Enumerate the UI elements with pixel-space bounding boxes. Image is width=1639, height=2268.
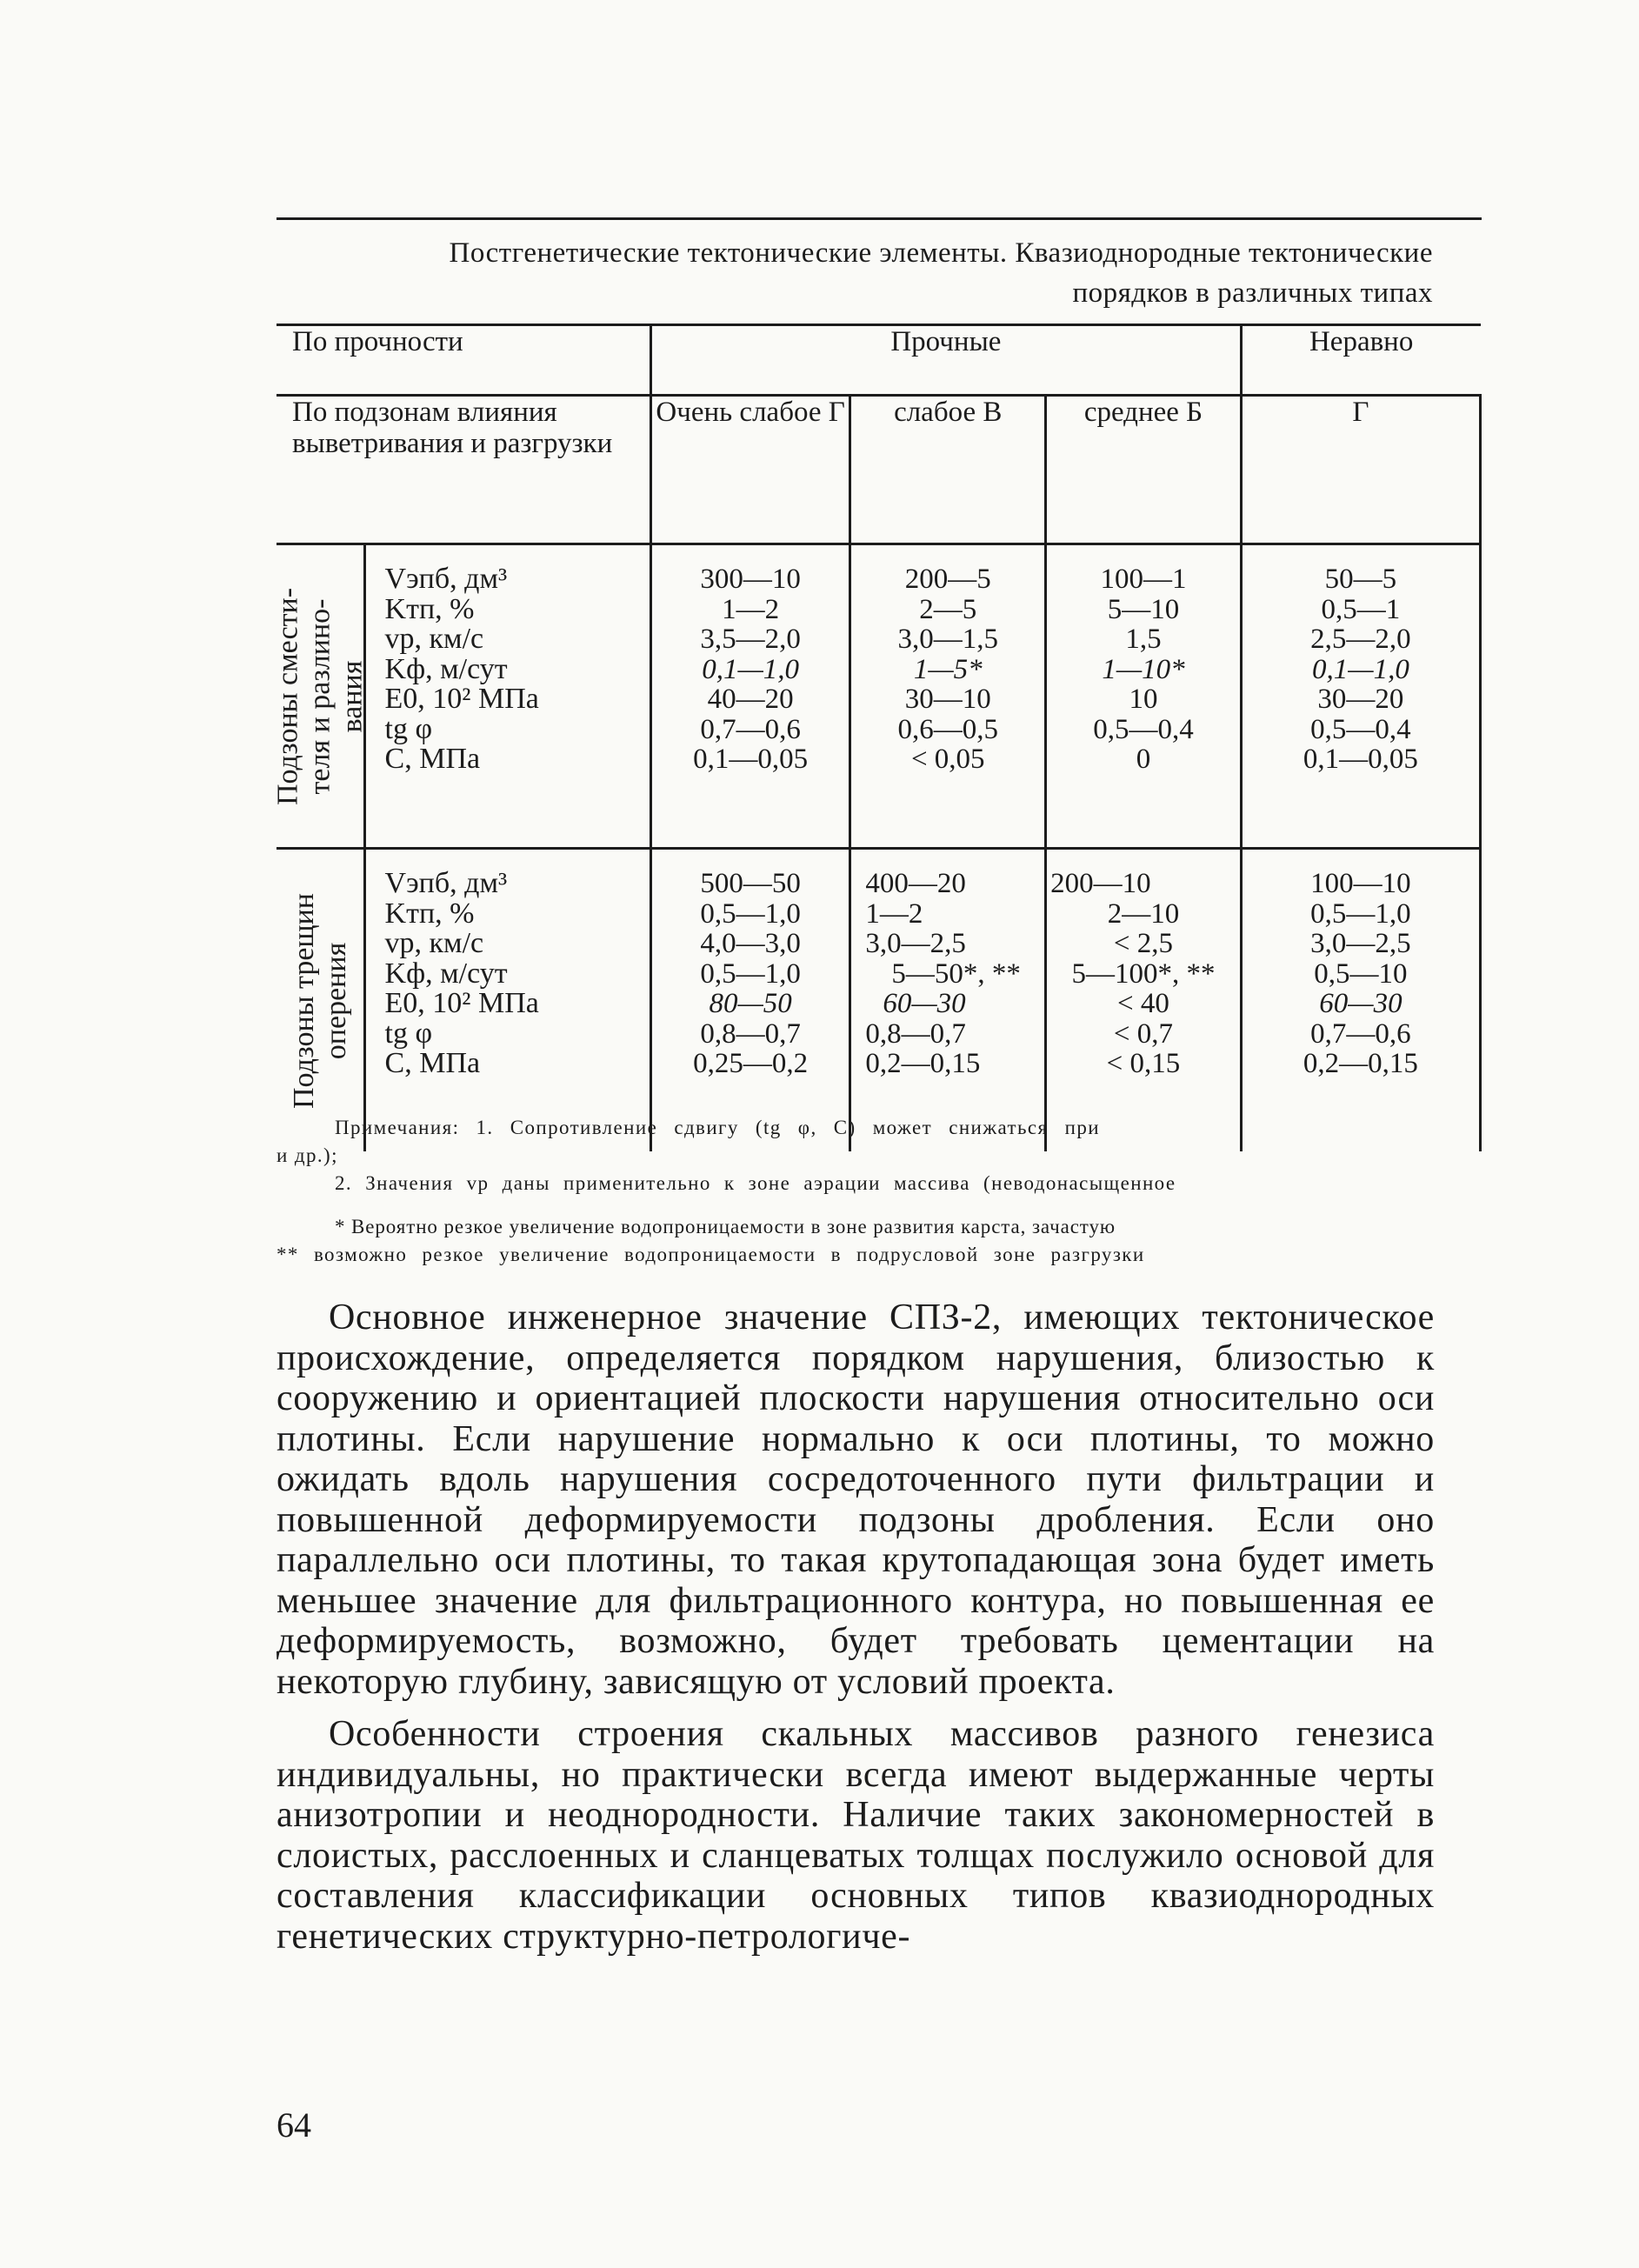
table-cell: 0 (1136, 744, 1151, 775)
table-cell: 500—50 (700, 868, 801, 899)
table-cell: 4,0—3,0 (700, 928, 801, 959)
table-cell: 0,5—10 (1314, 957, 1408, 990)
table-cell: 0,1—0,05 (1303, 744, 1418, 775)
param-name: tg φ (384, 1017, 433, 1050)
table-cell: < 0,7 (1113, 1017, 1174, 1050)
table-cell: 1—2 (722, 593, 780, 625)
table-cell: 1—5* (913, 653, 983, 685)
param-name: vp, км/с (384, 623, 484, 655)
table-cell: 1—10* (1102, 653, 1185, 685)
table-cell: 30—20 (1317, 684, 1404, 715)
header-col-2: слабое В (850, 396, 1046, 544)
table-top-rule (276, 217, 1482, 220)
table-cell: 0,5—1,0 (700, 957, 801, 990)
body-text (276, 1297, 1435, 1957)
paragraph: Особенности строения скальных массивов разного генезиса индивидуальны, но практически всегда имеют выдержанные черты анизотропии и неоднородности. Наличие таких закономерностей в слоистых, расслоенных и сланцеватых толщах послужило основой для составления классификации основных типов квазиоднородных генетических структурно-петрологиче- (276, 1714, 1435, 1957)
param-name: C, МПа (384, 743, 481, 775)
value-column (850, 544, 1046, 849)
group-title-shear (271, 544, 369, 849)
table-caption-line2: порядков в различных типах (1072, 277, 1433, 309)
param-name: Kтп, % (384, 897, 475, 930)
value-column (850, 849, 1046, 1152)
table-cell: 0,1—1,0 (702, 653, 800, 685)
header-row-strength (276, 325, 1481, 396)
table-cell: 0,5—1,0 (1310, 897, 1411, 930)
table-cell: 200—5 (904, 564, 991, 595)
table-cell: 0,5—1,0 (700, 897, 801, 930)
footnote-line: ** возможно резкое увеличение водопроницаемости в подрусловой зоне разгрузки (276, 1244, 1145, 1265)
table-caption-line1: Постгенетические тектонические элементы. Квазиоднородные тектонические (449, 237, 1433, 269)
value-column (1046, 849, 1242, 1152)
group-row-feather-cracks (276, 849, 1481, 1152)
table-cell: 0,6—0,5 (897, 713, 998, 745)
value-column (1241, 544, 1480, 849)
param-list (364, 544, 650, 849)
table-cell: 0,5—1 (1321, 593, 1401, 625)
table-cell: 0,5—0,4 (1093, 713, 1194, 745)
table-cell: < 40 (1117, 988, 1169, 1019)
param-name: tg φ (384, 712, 433, 745)
group-title-line: теля и разлино- (303, 598, 336, 794)
table-cell: 0,7—0,6 (1310, 1017, 1411, 1050)
table-cell: 40—20 (707, 684, 794, 715)
table-cell: 0,8—0,7 (865, 1017, 966, 1050)
param-name: E0, 10² МПа (384, 683, 539, 715)
table-cell: 5—50*, ** (891, 957, 1021, 990)
param-name: C, МПа (384, 1047, 481, 1079)
table-cell: 5—100*, ** (1071, 957, 1216, 990)
table-cell: 3,0—2,5 (865, 928, 966, 959)
table-cell: 1,5 (1125, 624, 1162, 655)
header-group-uneven: Неравно (1241, 325, 1480, 396)
note-line: Примечания: 1. Сопротивление сдвигу (tg φ, С) может снижаться при (335, 1117, 1100, 1138)
group-row-shear-zone (276, 544, 1481, 849)
footnote-line: * Вероятно резкое увеличение водопроницаемости в зоне развития карста, зачастую (335, 1216, 1116, 1237)
table-cell: 100—1 (1100, 564, 1187, 595)
note-line: и др.); (276, 1144, 338, 1166)
page-number: 64 (276, 2105, 311, 2145)
table-cell: 30—10 (904, 684, 991, 715)
paragraph: Основное инженерное значение СПЗ-2, имеющих тектоническое происхождение, определяется порядком нарушения, близостью к сооружению и ориентацией плоскости нарушения относительно оси плотины. Если нарушение нормально к оси плотины, то можно ожидать вдоль нарушения сосредоточенного пути фильтрации и повышенной деформируемости подзоны дробления. Если оно параллельно оси плотины, то такая крутопадающая зона будет иметь меньшее значение для фильтрационного контура, но повышенная ее деформируемость, возможно, будет требовать цементации на некоторую глубину, зависящую от условий проекта. (276, 1297, 1435, 1702)
param-name: E0, 10² МПа (384, 987, 539, 1019)
table-cell: 2—10 (1107, 897, 1180, 930)
param-name: Kф, м/сут (384, 652, 508, 685)
value-column (1046, 544, 1242, 849)
table-cell: 0,8—0,7 (700, 1017, 801, 1050)
header-subzone-label: По подзонам влияния выветривания и разгрузки (292, 397, 613, 459)
table-cell: 60—30 (883, 988, 966, 1019)
table-cell: 300—10 (700, 564, 801, 595)
table-cell: 0,1—1,0 (1311, 653, 1409, 685)
table-cell: 3,0—1,5 (897, 624, 998, 655)
param-list (364, 849, 650, 1152)
table-cell: 0,7—0,6 (700, 713, 801, 745)
group-title-cracks (276, 849, 364, 1152)
table-cell: < 0,05 (910, 744, 985, 775)
table-cell: 3,5—2,0 (700, 624, 801, 655)
param-name: vp, км/с (384, 927, 484, 959)
table-cell: 3,0—2,5 (1310, 928, 1411, 959)
table-cell: 0,25—0,2 (693, 1048, 809, 1079)
table-cell: 0,2—0,15 (1303, 1048, 1418, 1079)
table-cell: 10 (1129, 684, 1158, 715)
group-title-line: Подзоны трещин (287, 892, 320, 1109)
table-cell: 5—10 (1107, 593, 1180, 625)
properties-table (271, 324, 1482, 1151)
note-line: 2. Значения vp даны применительно к зоне аэрации массива (неводонасыщенное (335, 1172, 1176, 1194)
table-cell: 0,2—0,15 (865, 1048, 981, 1079)
value-column (1241, 849, 1480, 1152)
value-column (650, 544, 849, 849)
param-name: Kтп, % (384, 592, 475, 625)
table-caption (276, 233, 1433, 313)
table-cell: 1—2 (865, 897, 923, 930)
table-cell: 50—5 (1324, 564, 1397, 595)
header-strength-label: По прочности (292, 326, 463, 357)
table-cell: < 2,5 (1113, 928, 1174, 959)
group-title-line: вания (336, 660, 369, 732)
table-cell: 400—20 (865, 868, 966, 899)
table-cell: 60—30 (1319, 988, 1402, 1019)
param-name: Vэпб, дм³ (384, 563, 508, 595)
param-name: Vэпб, дм³ (384, 867, 508, 899)
table-cell: 0,1—0,05 (693, 744, 809, 775)
header-col-1: Очень слабое Г (650, 396, 849, 544)
table-cell: 2—5 (919, 593, 977, 625)
header-col-4: Г (1241, 396, 1480, 544)
header-row-subzones (276, 396, 1481, 544)
table-cell: < 0,15 (1106, 1048, 1181, 1079)
table-cell: 0,5—0,4 (1310, 713, 1411, 745)
table-cell: 100—10 (1310, 868, 1411, 899)
table-cell: 80—50 (709, 988, 792, 1019)
param-name: Kф, м/сут (384, 957, 508, 990)
group-title-line: оперения (319, 942, 352, 1059)
group-title-line: Подзоны смести- (271, 587, 304, 805)
table-cell: 200—10 (1050, 868, 1151, 899)
value-column (650, 849, 849, 1152)
table-cell: 2,5—2,0 (1310, 624, 1411, 655)
header-group-strong: Прочные (650, 325, 1241, 396)
header-col-3: среднее Б (1046, 396, 1242, 544)
